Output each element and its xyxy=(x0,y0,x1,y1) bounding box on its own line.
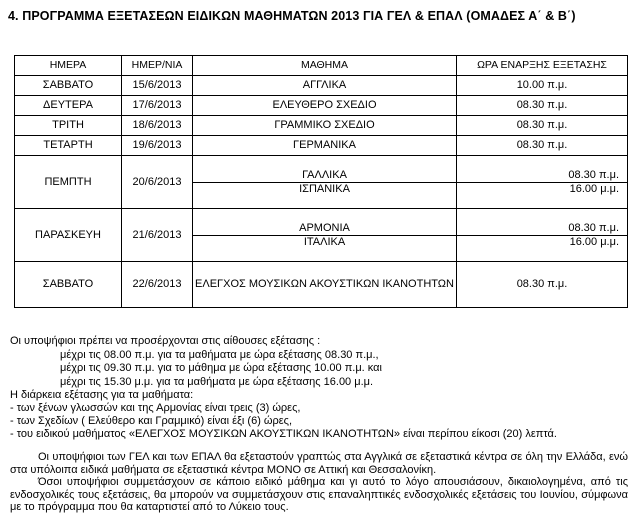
cell-day: ΣΑΒΒΑΤΟ xyxy=(15,262,122,308)
cell-day: ΤΕΤΑΡΤΗ xyxy=(15,136,122,156)
table-header-row xyxy=(15,56,628,76)
cell-time: 08.30 π.μ. xyxy=(457,116,628,136)
cell-subject: ΓΕΡΜΑΝΙΚΑ xyxy=(193,136,457,156)
paragraph-exam-centers: Οι υποψήφιοι των ΓΕΛ και των ΕΠΑΛ θα εξεταστούν γραπτώς στα Αγγλικά σε εξεταστικά κέντρα σε όλη την Ελλάδα, ενώ στα υπόλοιπα ειδικά μαθήματα σε εξεταστικά κέντρα ΜΟΝΟ σε Αττική και Θεσσαλονίκη. xyxy=(10,451,628,476)
duration-line: - του ειδικού μαθήματος «ΕΛΕΓΧΟΣ ΜΟΥΣΙΚΩΝ ΑΚΟΥΣΤΙΚΩΝ ΙΚΑΝΟΤΗΤΩΝ» είναι περίπου είκοσι (20) λεπτά. xyxy=(10,428,557,440)
cell-day: ΠΑΡΑΣΚΕΥΗ xyxy=(15,209,122,262)
duration-line: - των Σχεδίων ( Ελεύθερο και Γραμμικό) είναι έξι (6) ώρες, xyxy=(10,415,293,427)
cell-subject: ΕΛΕΓΧΟΣ ΜΟΥΣΙΚΩΝ ΑΚΟΥΣΤΙΚΩΝ ΙΚΑΝΟΤΗΤΩΝ xyxy=(193,262,457,308)
table-row xyxy=(15,156,628,169)
cell-time-spacer xyxy=(457,209,628,222)
cell-time: 08.30 π.μ. xyxy=(457,262,628,308)
cell-subject: ΕΛΕΥΘΕΡΟ ΣΧΕΔΙΟ xyxy=(193,96,457,116)
arrival-line: μέχρι τις 09.30 π.μ. για το μάθημα με ώρα εξέτασης 10.00 π.μ. και xyxy=(60,362,382,374)
table-row xyxy=(15,209,628,222)
cell-day: ΔΕΥΤΕΡΑ xyxy=(15,96,122,116)
cell-day: ΣΑΒΒΑΤΟ xyxy=(15,76,122,96)
table-row xyxy=(15,76,628,96)
cell-time: 16.00 μ.μ. xyxy=(457,236,628,262)
header-day: ΗΜΕΡΑ xyxy=(15,56,122,76)
cell-time: 08.30 π.μ. xyxy=(457,136,628,156)
cell-subject: ΓΑΛΛΙΚΑ xyxy=(193,168,457,182)
cell-day: ΠΕΜΠΤΗ xyxy=(15,156,122,209)
cell-date: 19/6/2013 xyxy=(122,136,193,156)
duration-line: - των ξένων γλωσσών και της Αρμονίας είναι τρεις (3) ώρες, xyxy=(10,402,301,414)
cell-time: 08.30 π.μ. xyxy=(457,96,628,116)
cell-day: ΤΡΙΤΗ xyxy=(15,116,122,136)
cell-time: 10.00 π.μ. xyxy=(457,76,628,96)
cell-time: 08.30 π.μ. xyxy=(457,168,628,182)
paragraph-absences: Όσοι υποψήφιοι συμμετάσχουν σε κάποιο ειδικό μάθημα και γι αυτό το λόγο απουσιάσουν, δικαιολογημένα, από τις ενδοσχολικές τους εξετάσεις, θα μπορούν να συμμετάσχουν στις επαναληπτικές ενδοσχολικές εξετάσεις του Ιουνίου, σύμφωνα με το πρόγραμμα που θα καταρτιστεί από το Λύκειο τους. xyxy=(10,476,628,514)
cell-time: 16.00 μ.μ. xyxy=(457,183,628,209)
table-row xyxy=(15,262,628,308)
arrival-line: μέχρι τις 08.00 π.μ. για τα μαθήματα με ώρα εξέτασης 08.30 π.μ., xyxy=(60,349,379,361)
table-row xyxy=(15,116,628,136)
cell-date: 22/6/2013 xyxy=(122,262,193,308)
table-row xyxy=(15,136,628,156)
arrival-intro: Οι υποψήφιοι πρέπει να προσέρχονται στις αίθουσες εξέτασης : xyxy=(10,335,321,347)
cell-time-spacer xyxy=(457,156,628,169)
duration-intro: Η διάρκεια εξέτασης για τα μαθήματα: xyxy=(10,389,194,401)
cell-subject: ΑΡΜΟΝΙΑ xyxy=(193,221,457,235)
cell-date: 21/6/2013 xyxy=(122,209,193,262)
header-start-time: ΩΡΑ ΕΝΑΡΞΗΣ ΕΞΕΤΑΣΗΣ xyxy=(457,56,628,76)
cell-subject: ΙΤΑΛΙΚΑ xyxy=(193,236,457,262)
cell-time: 08.30 π.μ. xyxy=(457,221,628,235)
cell-subject: ΓΡΑΜΜΙΚΟ ΣΧΕΔΙΟ xyxy=(193,116,457,136)
cell-date: 17/6/2013 xyxy=(122,96,193,116)
exam-schedule-table xyxy=(14,55,628,308)
table-row xyxy=(15,96,628,116)
header-subject: ΜΑΘΗΜΑ xyxy=(193,56,457,76)
cell-subject-spacer xyxy=(193,156,457,169)
cell-date: 15/6/2013 xyxy=(122,76,193,96)
page-title: 4. ΠΡΟΓΡΑΜΜΑ ΕΞΕΤΑΣΕΩΝ ΕΙΔΙΚΩΝ ΜΑΘΗΜΑΤΩΝ 2013 ΓΙΑ ΓΕΛ & ΕΠΑΛ (ΟΜΑΔΕΣ Α΄ & Β΄) xyxy=(8,9,576,23)
cell-date: 18/6/2013 xyxy=(122,116,193,136)
header-date: ΗΜΕΡ/ΝΙΑ xyxy=(122,56,193,76)
cell-date: 20/6/2013 xyxy=(122,156,193,209)
cell-subject-spacer xyxy=(193,209,457,222)
cell-subject: ΑΓΓΛΙΚΑ xyxy=(193,76,457,96)
arrival-line: μέχρι τις 15.30 μ.μ. για τα μαθήματα με ώρα εξέτασης 16.00 μ.μ. xyxy=(60,376,374,388)
cell-subject: ΙΣΠΑΝΙΚΑ xyxy=(193,183,457,209)
